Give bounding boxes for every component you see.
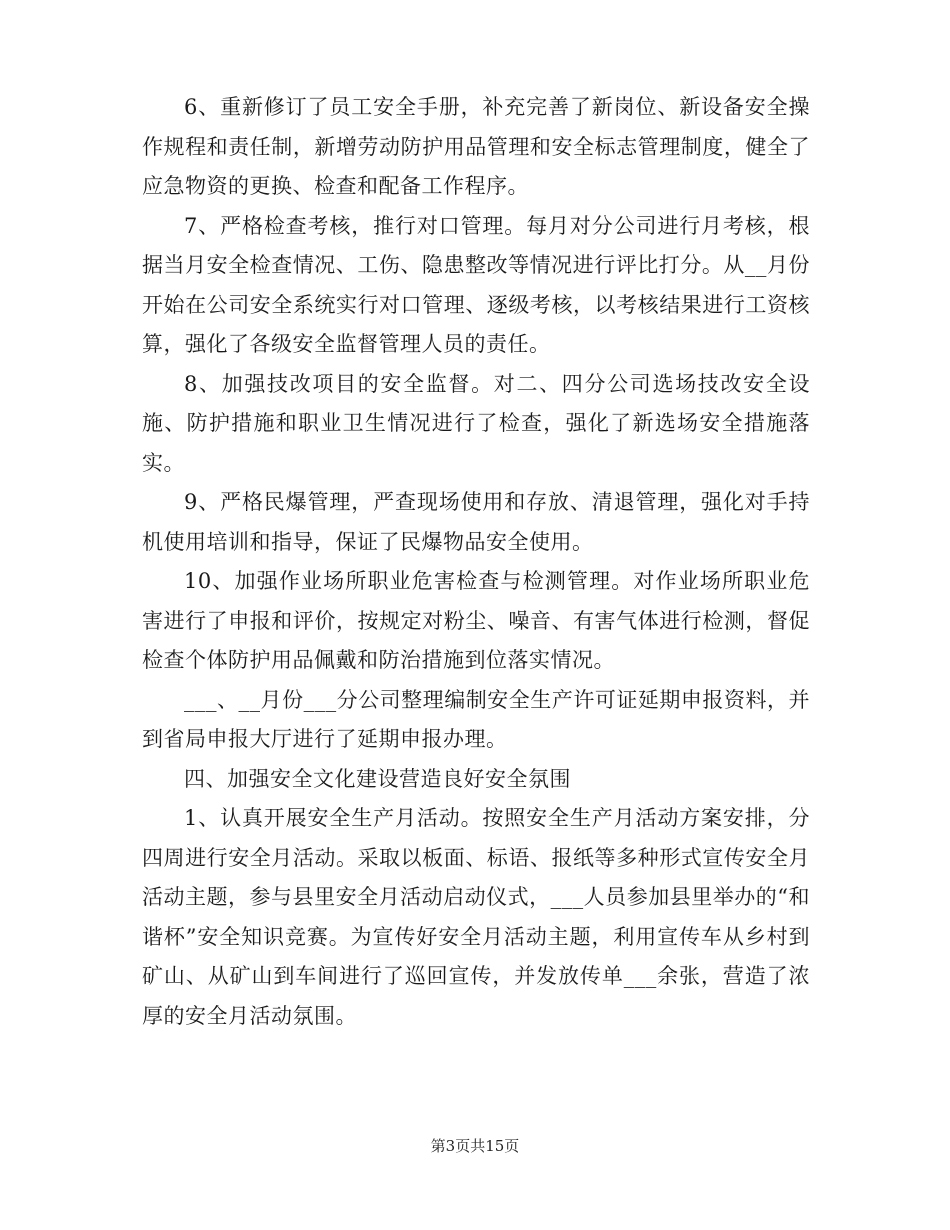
document-body xyxy=(142,88,810,1036)
page-footer: 第3页共15页 xyxy=(430,1137,520,1155)
section-heading: 四、加强安全文化建设营造良好安全氛围 xyxy=(184,766,571,791)
paragraph-9: 9、严格民爆管理，严查现场使用和存放、清退管理，强化对手持机使用培训和指导，保证了民爆物品安全使用。 xyxy=(142,490,810,554)
paragraph-safety-month: 1、认真开展安全生产月活动。按照安全生产月活动方案安排，分四周进行安全月活动。采取以板面、标语、报纸等多种形式宣传安全月活动主题，参与县里安全月活动启动仪式，___人员参加县里举办的“和谐杯”安全知识竞赛。为宣传好安全月活动主题，利用宣传车从乡村到矿山、从矿山到车间进行了巡回宣传，并发放传单___余张，营造了浓厚的安全月活动氛围。 xyxy=(142,806,810,1028)
paragraph-10: 10、加强作业场所职业危害检查与检测管理。对作业场所职业危害进行了申报和评价，按规定对粉尘、噪音、有害气体进行检测，督促检查个体防护用品佩戴和防治措施到位落实情况。 xyxy=(142,569,810,672)
paragraph-license: ___、__月份___分公司整理编制安全生产许可证延期申报资料，并到省局申报大厅进行了延期申报办理。 xyxy=(142,687,810,751)
paragraph-6: 6、重新修订了员工安全手册，补充完善了新岗位、新设备安全操作规程和责任制，新增劳动防护用品管理和安全标志管理制度，健全了应急物资的更换、检查和配备工作程序。 xyxy=(142,95,810,198)
paragraph-8: 8、加强技改项目的安全监督。对二、四分公司选场技改安全设施、防护措施和职业卫生情况进行了检查，强化了新选场安全措施落实。 xyxy=(142,371,810,475)
paragraph-7: 7、严格检查考核，推行对口管理。每月对分公司进行月考核，根据当月安全检查情况、工伤、隐患整改等情况进行评比打分。从__月份开始在公司安全系统实行对口管理、逐级考核，以考核结果进行工资核算，强化了各级安全监督管理人员的责任。 xyxy=(142,213,810,356)
